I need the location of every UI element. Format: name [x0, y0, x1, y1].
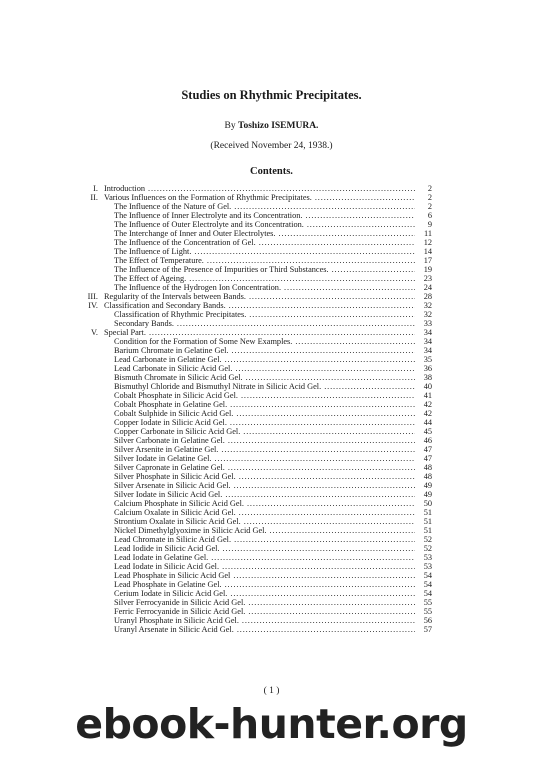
toc-entry-page: 14	[423, 247, 432, 256]
toc-entry-page: 28	[423, 292, 432, 301]
toc-entry	[70, 265, 432, 274]
toc-entry	[70, 274, 432, 283]
toc-entry-page: 47	[423, 445, 432, 454]
page-number: ( 1 )	[263, 686, 280, 696]
toc-entry-page: 54	[423, 580, 432, 589]
toc-entry-title: Calcium Phosphate in Silicic Acid Gel.	[114, 499, 244, 508]
toc-dot-leader	[177, 319, 415, 328]
toc-entry-title: Silver Iodate in Gelatine Gel.	[114, 454, 212, 463]
toc-entry-page: 32	[423, 310, 432, 319]
toc-dot-leader	[237, 625, 415, 634]
toc-dot-leader	[149, 328, 415, 337]
toc-dot-leader	[305, 211, 415, 220]
toc-dot-leader	[232, 346, 415, 355]
toc-entry-page: 51	[423, 526, 432, 535]
toc-dot-leader	[284, 283, 415, 292]
toc-entry-title: Various Influences on the Formation of Rhythmic Precipitates.	[104, 193, 312, 202]
toc-entry-page: 33	[423, 319, 432, 328]
toc-entry	[70, 310, 432, 319]
toc-entry-title: Copper Carbonate in Silicic Acid Gel.	[114, 427, 241, 436]
toc-entry-page: 55	[423, 607, 432, 616]
toc-entry-title: Silver Carbonate in Gelatine Gel.	[114, 436, 225, 445]
toc-entry-title: Cobalt Phosphate in Gelatine Gel.	[114, 400, 228, 409]
toc-dot-leader	[295, 337, 415, 346]
toc-entry-title: Classification of Rhythmic Precipitates.	[114, 310, 247, 319]
toc-entry-page: 48	[423, 472, 432, 481]
toc-dot-leader	[225, 355, 415, 364]
toc-entry	[70, 427, 432, 436]
toc-dot-leader	[242, 616, 415, 625]
toc-entry	[70, 445, 432, 454]
toc-entry	[70, 616, 432, 625]
toc-dot-leader	[230, 589, 415, 598]
toc-entry	[70, 202, 432, 211]
toc-entry-title: Lead Carbonate in Silicic Acid Gel.	[114, 364, 233, 373]
toc-dot-leader	[225, 580, 415, 589]
toc-entry	[70, 544, 432, 553]
toc-dot-leader	[230, 400, 415, 409]
toc-dot-leader	[194, 247, 415, 256]
toc-entry	[70, 355, 432, 364]
toc-entry-page: 57	[423, 625, 432, 634]
toc-dot-leader	[259, 238, 415, 247]
author-name: Toshizo ISEMURA.	[238, 121, 319, 131]
toc-dot-leader	[228, 436, 415, 445]
toc-dot-leader	[247, 499, 415, 508]
toc-dot-leader	[241, 391, 415, 400]
toc-entry	[70, 400, 432, 409]
toc-dot-leader	[234, 202, 415, 211]
toc-entry-title: The Influence of Light.	[114, 247, 192, 256]
toc-dot-leader	[243, 427, 415, 436]
toc-entry-page: 48	[423, 463, 432, 472]
toc-entry-title: Silver Iodate in Silicic Acid Gel.	[114, 490, 223, 499]
toc-entry-page: 12	[423, 238, 432, 247]
toc-entry-page: 11	[424, 229, 432, 238]
toc-entry-title: Silver Ferrocyanide in Silicic Acid Gel.	[114, 598, 246, 607]
toc-entry-page: 46	[423, 436, 432, 445]
toc-entry	[70, 436, 432, 445]
toc-entry-title: Silver Arsenite in Gelatine Gel.	[114, 445, 219, 454]
toc-dot-leader	[248, 607, 415, 616]
toc-entry	[70, 337, 432, 346]
toc-entry	[70, 364, 432, 373]
toc-entry-title: Nickel Dimethylglyoxime in Silicic Acid Gel.	[114, 526, 267, 535]
toc-entry-number: II.	[90, 193, 98, 202]
toc-entry	[70, 319, 432, 328]
toc-dot-leader	[229, 301, 415, 310]
toc-dot-leader	[239, 472, 415, 481]
toc-entry	[70, 508, 432, 517]
toc-entry	[70, 301, 432, 310]
table-of-contents	[70, 184, 432, 634]
toc-entry	[70, 598, 432, 607]
toc-entry-page: 49	[423, 490, 432, 499]
toc-entry	[70, 328, 432, 337]
toc-entry	[70, 211, 432, 220]
toc-entry	[70, 490, 432, 499]
toc-dot-leader	[248, 598, 415, 607]
toc-entry	[70, 481, 432, 490]
toc-entry	[70, 409, 432, 418]
toc-entry	[70, 625, 432, 634]
toc-entry	[70, 418, 432, 427]
toc-entry-title: Cerium Iodate in Silicic Acid Gel.	[114, 589, 228, 598]
toc-entry-page: 52	[423, 535, 432, 544]
toc-dot-leader	[235, 364, 415, 373]
paper-title: Studies on Rhythmic Precipitates.	[181, 88, 362, 102]
toc-entry-title: Lead Iodide in Silicic Acid Gel.	[114, 544, 220, 553]
toc-entry-page: 45	[423, 427, 432, 436]
toc-dot-leader	[221, 445, 415, 454]
toc-entry	[70, 292, 432, 301]
toc-entry-title: The Effect of Ageing.	[114, 274, 187, 283]
toc-entry-page: 56	[423, 616, 432, 625]
toc-entry-title: Silver Capronate in Gelatine Gel.	[114, 463, 225, 472]
toc-entry-title: The Influence of the Concentration of Gel.	[114, 238, 256, 247]
toc-entry-title: The Influence of Inner Electrolyte and its Concentration.	[114, 211, 303, 220]
toc-entry-title: Introduction	[104, 184, 146, 193]
toc-entry-page: 34	[423, 337, 432, 346]
toc-entry-page: 54	[423, 571, 432, 580]
toc-dot-leader	[315, 193, 415, 202]
toc-entry-title: Silver Arsenate in Silicic Acid Gel.	[114, 481, 231, 490]
toc-entry-title: Lead Iodate in Gelatine Gel.	[114, 553, 209, 562]
toc-entry-page: 41	[423, 391, 432, 400]
toc-entry-title: Lead Chromate in Silicic Acid Gel.	[114, 535, 232, 544]
toc-entry-page: 38	[423, 373, 432, 382]
toc-entry-page: 34	[423, 346, 432, 355]
toc-entry	[70, 517, 432, 526]
toc-dot-leader	[211, 553, 415, 562]
toc-dot-leader	[228, 463, 415, 472]
toc-entry-page: 9	[427, 220, 432, 229]
toc-entry-title: Copper Iodate in Silicic Acid Gel.	[114, 418, 227, 427]
toc-entry-title: Bismuth Chromate in Silicic Acid Gel.	[114, 373, 243, 382]
toc-dot-leader	[148, 184, 415, 193]
toc-entry	[70, 499, 432, 508]
toc-entry-title: Regularity of the Intervals between Bands.	[104, 292, 246, 301]
toc-dot-leader	[222, 562, 415, 571]
toc-entry-title: The Influence of the Hydrogen Ion Concentration.	[114, 283, 282, 292]
toc-entry-title: Cobalt Sulphide in Silicic Acid Gel.	[114, 409, 234, 418]
toc-dot-leader	[324, 382, 415, 391]
toc-dot-leader	[233, 571, 415, 580]
toc-entry-page: 47	[423, 454, 432, 463]
toc-entry	[70, 463, 432, 472]
toc-dot-leader	[189, 274, 415, 283]
toc-dot-leader	[230, 418, 415, 427]
toc-entry	[70, 238, 432, 247]
toc-entry-title: The Influence of the Presence of Impurities or Third Substances.	[114, 265, 329, 274]
toc-entry-title: Ferric Ferrocyanide in Silicic Acid Gel.	[114, 607, 246, 616]
toc-entry-page: 54	[423, 589, 432, 598]
toc-entry	[70, 571, 432, 580]
toc-entry-page: 42	[423, 409, 432, 418]
toc-entry-title: Cobalt Phosphate in Silicic Acid Gel.	[114, 391, 238, 400]
toc-dot-leader	[234, 481, 415, 490]
toc-entry-title: Lead Phosphate in Silicic Acid Gel	[114, 571, 231, 580]
toc-entry-page: 2	[427, 193, 432, 202]
toc-dot-leader	[239, 508, 415, 517]
toc-entry-page: 51	[423, 508, 432, 517]
author-prefix: By	[224, 121, 236, 131]
contents-heading: Contents.	[250, 166, 293, 177]
toc-entry-page: 53	[423, 553, 432, 562]
toc-dot-leader	[249, 292, 415, 301]
toc-entry	[70, 229, 432, 238]
toc-entry	[70, 472, 432, 481]
toc-entry-title: Uranyl Phosphate in Silicic Acid Gel.	[114, 616, 239, 625]
toc-entry	[70, 526, 432, 535]
toc-entry-title: Silver Phosphate in Silicic Acid Gel.	[114, 472, 236, 481]
toc-dot-leader	[279, 229, 416, 238]
toc-entry-title: The Effect of Temperature.	[114, 256, 204, 265]
toc-entry-page: 24	[423, 283, 432, 292]
toc-entry	[70, 247, 432, 256]
toc-entry	[70, 607, 432, 616]
toc-entry-title: Lead Carbonate in Gelatine Gel.	[114, 355, 222, 364]
toc-dot-leader	[214, 454, 415, 463]
toc-entry-title: The Interchange of Inner and Outer Electrolytes.	[114, 229, 276, 238]
toc-entry-title: Barium Chromate in Gelatine Gel.	[114, 346, 229, 355]
toc-entry-number: III.	[87, 292, 98, 301]
toc-entry-page: 53	[423, 562, 432, 571]
toc-entry-page: 55	[423, 598, 432, 607]
toc-entry-page: 42	[423, 400, 432, 409]
toc-entry-page: 2	[427, 184, 432, 193]
toc-dot-leader	[270, 526, 415, 535]
toc-dot-leader	[234, 535, 415, 544]
toc-entry	[70, 373, 432, 382]
toc-entry-title: Strontium Oxalate in Silicic Acid Gel.	[114, 517, 241, 526]
toc-entry	[70, 283, 432, 292]
toc-entry-page: 6	[427, 211, 432, 220]
toc-entry-title: Bismuthyl Chloride and Bismuthyl Nitrate in Silicic Acid Gel.	[114, 382, 322, 391]
toc-dot-leader	[223, 544, 415, 553]
toc-entry-page: 34	[423, 328, 432, 337]
toc-entry	[70, 589, 432, 598]
toc-dot-leader	[207, 256, 415, 265]
toc-entry	[70, 346, 432, 355]
toc-entry-title: The Influence of the Nature of Gel.	[114, 202, 232, 211]
toc-entry-number: V.	[91, 328, 98, 337]
toc-entry-page: 2	[427, 202, 432, 211]
toc-entry	[70, 391, 432, 400]
toc-entry-page: 52	[423, 544, 432, 553]
toc-entry-title: Lead Iodate in Silicic Acid Gel.	[114, 562, 220, 571]
toc-entry	[70, 220, 432, 229]
toc-entry-title: Lead Phosphate in Gelatine Gel.	[114, 580, 222, 589]
received-date: (Received November 24, 1938.)	[210, 141, 333, 151]
toc-entry	[70, 193, 432, 202]
toc-entry-title: Condition for the Formation of Some New Examples.	[114, 337, 293, 346]
toc-dot-leader	[332, 265, 415, 274]
toc-entry-number: I.	[93, 184, 98, 193]
toc-dot-leader	[249, 310, 415, 319]
toc-entry-page: 51	[423, 517, 432, 526]
toc-entry-title: Classification and Secondary Bands.	[104, 301, 226, 310]
toc-entry-page: 23	[423, 274, 432, 283]
toc-entry	[70, 562, 432, 571]
toc-entry	[70, 184, 432, 193]
toc-entry-page: 36	[423, 364, 432, 373]
toc-entry-page: 17	[423, 256, 432, 265]
toc-entry	[70, 382, 432, 391]
toc-dot-leader	[307, 220, 415, 229]
toc-entry-page: 50	[423, 499, 432, 508]
toc-dot-leader	[244, 517, 415, 526]
toc-entry	[70, 454, 432, 463]
toc-entry-title: Special Part.	[104, 328, 146, 337]
toc-entry-page: 19	[423, 265, 432, 274]
toc-entry-number: IV.	[88, 301, 98, 310]
toc-dot-leader	[236, 409, 415, 418]
toc-dot-leader	[246, 373, 415, 382]
toc-entry-page: 44	[423, 418, 432, 427]
toc-entry-title: The Influence of Outer Electrolyte and its Concentration.	[114, 220, 304, 229]
watermark-logo: ebook-hunter.org	[75, 700, 468, 748]
toc-entry-title: Uranyl Arsenate in Silicic Acid Gel.	[114, 625, 234, 634]
toc-entry	[70, 553, 432, 562]
toc-entry-page: 49	[423, 481, 432, 490]
author-line	[0, 121, 543, 131]
toc-entry	[70, 535, 432, 544]
toc-entry-page: 35	[423, 355, 432, 364]
toc-entry	[70, 256, 432, 265]
toc-entry	[70, 580, 432, 589]
toc-entry-title: Secondary Bands.	[114, 319, 174, 328]
toc-dot-leader	[225, 490, 415, 499]
toc-entry-page: 40	[423, 382, 432, 391]
toc-entry-title: Calcium Oxalate in Silicic Acid Gel.	[114, 508, 236, 517]
toc-entry-page: 32	[423, 301, 432, 310]
